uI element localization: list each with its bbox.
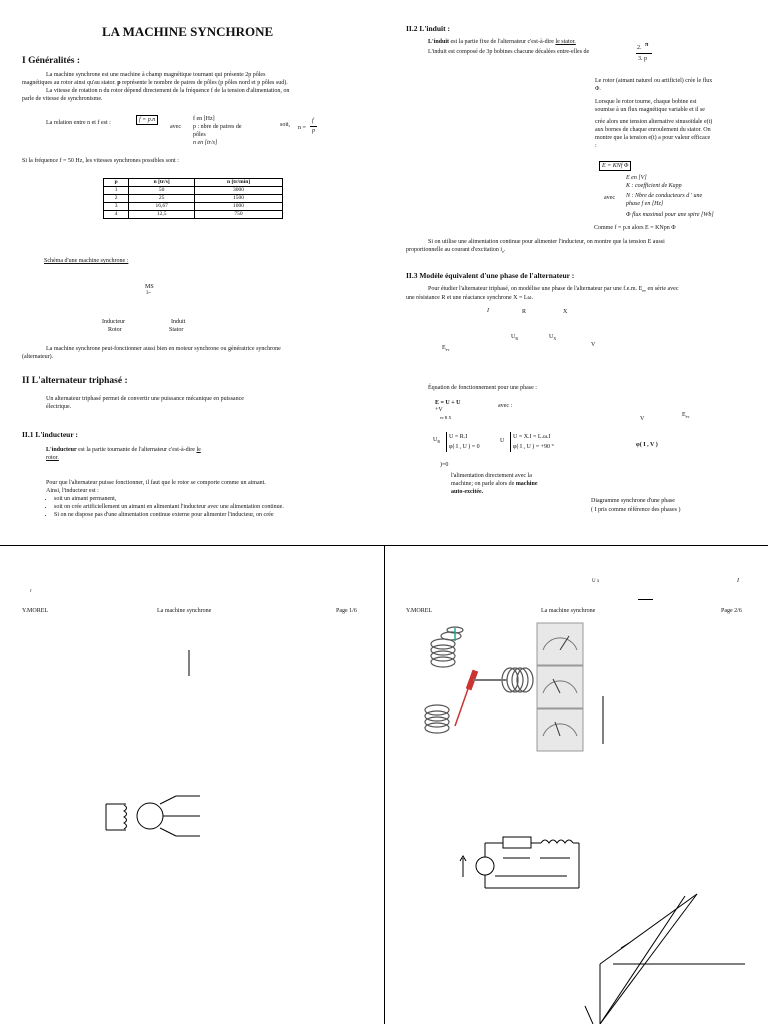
auto-b: machine; on parle alors de xyxy=(451,481,515,487)
diag-e-sub: ev xyxy=(685,414,690,420)
continue-end: . xyxy=(503,247,506,253)
s22-frac-den: 3. p xyxy=(638,56,647,62)
list-item: • Si on ne dispose pas d'une alimentation continue externe pour alimenter l'inducteur, on crée xyxy=(54,511,284,519)
eq-ux-val: U = X.I = L.ω.I xyxy=(513,434,551,440)
e-def-e: E en [V] xyxy=(626,175,647,181)
section-2-1-title: II.1 L'inducteur : xyxy=(22,430,78,439)
rotor-turn-line3: crée alors une tension alternative sinusoïdale e(t) xyxy=(595,119,713,125)
e-def-k: K : coefficient de Kapp xyxy=(626,183,682,189)
table-row xyxy=(104,211,283,219)
s22-frac-pi: π xyxy=(645,42,649,48)
mark-u: U xyxy=(592,579,596,584)
eq-ux-label: U xyxy=(500,438,505,444)
continue-line1: Si on utilise une alimentation continue pour alimenter l'inducteur, on montre que la tension E aussi xyxy=(428,239,665,245)
ms-sub-label: 3~ xyxy=(146,291,152,296)
table-cell: 750 xyxy=(195,211,283,219)
page-3-mark-i: I xyxy=(737,578,739,584)
ms-label: MS xyxy=(145,284,154,290)
soit-formula-n: n = xyxy=(298,125,306,131)
eq-ux-brace xyxy=(510,432,511,452)
section-2-3-title: II.3 Modèle équivalent d'une phase de l'alternateur : xyxy=(406,271,575,280)
s1-paragraph2-line2: parle de vitesse de synchronisme. xyxy=(22,96,103,102)
eq-ux-phi: φ( I , U ) = +90 ° xyxy=(513,444,554,450)
diag-v: V xyxy=(640,416,645,422)
voltmeter-3 xyxy=(537,709,583,751)
stator-label: Stator xyxy=(169,327,184,333)
s1-p1-b: magnétiques au rotor ainsi qu'au stator. xyxy=(22,80,116,86)
s1-paragraph-line2 xyxy=(22,79,288,87)
page-2-author: Y.MOREL xyxy=(22,608,49,614)
s23-line2: une résistance R et une réactance synchrone X = Lω. xyxy=(406,295,533,301)
s22-bold: L'induit xyxy=(428,39,450,45)
table-header: p xyxy=(104,179,129,187)
model-ux xyxy=(549,333,556,343)
eq-main: E = U + U xyxy=(435,400,461,406)
continue-line2 xyxy=(406,246,505,256)
s23-b: en série avec xyxy=(647,286,679,292)
model-e xyxy=(442,344,449,354)
schema-title: Schéma d'une machine synchrone : xyxy=(44,258,129,264)
relation-label: La relation entre n et f est : xyxy=(46,120,111,126)
list-item: • soit un aimant permanent, xyxy=(54,495,284,503)
list-item: • soit on crée artificiellement un aimant en alimentant l'inducteur avec une alimentation continue. xyxy=(54,503,284,511)
phasor-diagram xyxy=(585,894,745,1024)
s22-frac-num: 2. xyxy=(637,45,642,51)
auto-line2 xyxy=(451,480,537,488)
soit-formula-num: f xyxy=(312,118,314,124)
ur-sub: R xyxy=(515,336,519,342)
eq-ur: U xyxy=(433,437,438,443)
diagram-title: Diagramme synchrone d'une phase xyxy=(591,498,675,504)
table-header: n [tr/min] xyxy=(195,179,283,187)
s1-p1-c: représente le nombre de paires de pôles (p pôles nord et p pôles sud). xyxy=(122,80,288,86)
page-2-title: La machine synchrone xyxy=(157,608,212,614)
table-cell: 3000 xyxy=(195,187,283,195)
s22-line1 xyxy=(428,38,576,46)
equivalent-circuit xyxy=(460,837,579,888)
table-cell: 50 xyxy=(129,187,195,195)
e-formula: E = KNf Φ xyxy=(599,161,631,171)
model-resistance-r: R xyxy=(522,309,527,315)
s21-rotor: rotor. xyxy=(46,455,59,461)
s21-le: le xyxy=(196,447,201,453)
eq-subs: ev R X xyxy=(440,415,452,420)
induit-label: Induit xyxy=(171,319,186,325)
page-3-title: La machine synchrone xyxy=(541,608,596,614)
soit-formula-den: p xyxy=(312,128,315,134)
moteur-sentence-line1: La machine synchrone peut-fonctionner aussi bien en moteur synchrone ou génératrice synchrone xyxy=(46,346,281,352)
s21-bold: L'inducteur xyxy=(46,447,77,453)
def-n: n en [tr/s] xyxy=(193,140,218,146)
voltmeter-2 xyxy=(537,666,583,708)
eq-ur-phi: φ( I , U ) = 0 xyxy=(449,444,480,450)
table-cell: 1500 xyxy=(195,195,283,203)
model-ur xyxy=(511,333,518,343)
e-def-avec: avec xyxy=(604,195,615,201)
s1-paragraph-line1: La machine synchrone est une machine à champ magnétique tournant qui présente 2p pôles xyxy=(46,72,266,78)
s21-text: est la partie tournante de l'alternateur c'est-à-dire xyxy=(78,447,195,453)
eq-v: +V xyxy=(435,407,443,413)
soit: soit, xyxy=(280,122,291,128)
ux: U xyxy=(549,334,554,340)
alternator-illustration xyxy=(385,546,768,1024)
speed-table xyxy=(103,178,283,219)
def-p: p : nbre de paires de xyxy=(193,124,242,130)
comme-sentence: Comme f = p.n alors E = KNpn Φ xyxy=(594,225,676,231)
page-3 xyxy=(385,546,768,1024)
rotor-turn-line6: : xyxy=(595,143,597,149)
table-cell: 3 xyxy=(104,203,129,211)
page-2-number: Page 1/6 xyxy=(336,608,357,614)
section-2-2-title: II.2 L'induit : xyxy=(406,24,450,33)
rotor-flux-line1: Le rotor (aimant naturel ou artificiel) crée le flux xyxy=(595,78,713,84)
ux-sub: X xyxy=(553,336,557,342)
section-1-title: I Généralités : xyxy=(22,56,81,66)
auto-line1: l'alimentation directement avec la xyxy=(451,473,532,479)
rotor-turn-line2: soumise à un flux magnétique variable et il se xyxy=(595,107,705,113)
e-def-phi: Φ flux maximal pour une spire [Wb] xyxy=(626,212,714,218)
def-f: f en [Hz] xyxy=(193,116,215,122)
page-3-author: Y.MOREL xyxy=(406,608,433,614)
page-3-number: Page 2/6 xyxy=(721,608,742,614)
inducteur-label: Inducteur xyxy=(102,319,125,325)
synchronous-machine-schematic xyxy=(0,546,384,1024)
s2-paragraph-line1: Un alternateur triphasé permet de convertir une puissance mécanique en puissance xyxy=(46,396,244,402)
table-cell: 25 xyxy=(129,195,195,203)
model-current-i: I xyxy=(487,308,489,314)
s1-p1-p: p xyxy=(117,80,121,86)
table-cell: 16,67 xyxy=(129,203,195,211)
eq-ur-brace xyxy=(446,432,447,452)
equation-title: Équation de fonctionnement pour une phase : xyxy=(428,385,537,391)
s2-paragraph-line2: électrique. xyxy=(46,404,72,410)
def-p2: pôles xyxy=(193,132,206,138)
section-2-title: II L'alternateur triphasé : xyxy=(22,376,128,386)
diagram-reference: ( I pris comme référence des phases ) xyxy=(591,507,681,513)
rotor-label: Rotor xyxy=(108,327,122,333)
mark-x: x xyxy=(596,579,600,584)
model-e-sub: ev xyxy=(445,347,450,353)
model-e-letter: E xyxy=(442,345,446,351)
model-v: V xyxy=(591,342,596,348)
eq-avec: avec : xyxy=(498,403,513,409)
auto-b-bold: machine xyxy=(515,481,538,487)
ur: U xyxy=(511,334,516,340)
table-header: n [tr/s] xyxy=(129,179,195,187)
moteur-sentence-line2: (alternateur). xyxy=(22,354,54,360)
continue-b: proportionnelle au courant d'excitation i xyxy=(406,247,503,253)
relation-avec: avec xyxy=(170,124,181,130)
stator-coil-top xyxy=(431,627,463,667)
stator-coil-bottom xyxy=(425,705,449,733)
eq-end: )=0 xyxy=(440,462,449,468)
table-row xyxy=(104,203,283,211)
table-row xyxy=(104,187,283,195)
frequency-sentence: Si la fréquence f = 50 Hz, les vitesses synchrones possibles sont : xyxy=(22,158,179,164)
page-2 xyxy=(0,546,384,1024)
rotor-turn-line5: montre que la tension e(t) a pour valeur efficace xyxy=(595,135,711,141)
table-cell: 2 xyxy=(104,195,129,203)
s23-a: Pour étudier l'alternateur triphasé, on modélise une phase de l'alternateur par une f.e.m. E xyxy=(428,286,643,292)
eq-ur-sub: R xyxy=(437,439,441,445)
table-row xyxy=(104,195,283,203)
table-cell: 1000 xyxy=(195,203,283,211)
s22-fraction-bar xyxy=(636,53,652,54)
inducteur-list xyxy=(46,495,284,519)
e-def-n: N : Nbre de conducteurs d ' une xyxy=(626,193,703,199)
s22-text: est la partie fixe de l'alternateur c'est-à-dire xyxy=(450,39,554,45)
eq-ur-label xyxy=(433,436,440,446)
table-header-row xyxy=(104,179,283,187)
table-cell: 12,5 xyxy=(129,211,195,219)
s22-stator: le stator. xyxy=(555,39,576,45)
auto-line3: auto-excitée. xyxy=(451,489,484,495)
model-reactance-x: X xyxy=(563,309,568,315)
s21-p2-line2: Ainsi, l'inducteur est : xyxy=(46,488,99,494)
diag-phi: φ( I , V ) xyxy=(636,442,658,448)
voltmeter-1 xyxy=(537,623,583,665)
e-def-n2: phase f en [Hz] xyxy=(626,201,664,207)
page-2-mark: r xyxy=(30,589,32,594)
s21-line1 xyxy=(46,446,201,454)
rotor-flux-line2: Φ. xyxy=(595,86,601,92)
diag-e-letter: E xyxy=(682,412,686,418)
table-cell: 4 xyxy=(104,211,129,219)
document-title: LA MACHINE SYNCHRONE xyxy=(102,24,274,39)
s22-line2: L'induit est composé de 3p bobines chacune décalées entre-elles de xyxy=(428,49,590,55)
s23-sub: ev xyxy=(642,288,647,294)
s1-paragraph2-line1: La vitesse de rotation n du rotor dépend directement de la fréquence f de la tension d'alimentation, on xyxy=(46,88,290,94)
relation-formula: f = p.n xyxy=(136,115,158,125)
continue-sub: e xyxy=(502,249,504,255)
table-cell: 1 xyxy=(104,187,129,195)
diag-e xyxy=(682,411,689,421)
s21-p2-line1: Pour que l'alternateur puisse fonctionner, il faut que le rotor se comporte comme un aimant. xyxy=(46,480,266,486)
eq-ur-val: U = R.I xyxy=(449,434,468,440)
rotor-turn-line4: aux bornes de chaque enroulement du stator. On xyxy=(595,127,711,133)
rotor-turn-line1: Lorsque le rotor tourne, chaque bobine est xyxy=(595,99,697,105)
